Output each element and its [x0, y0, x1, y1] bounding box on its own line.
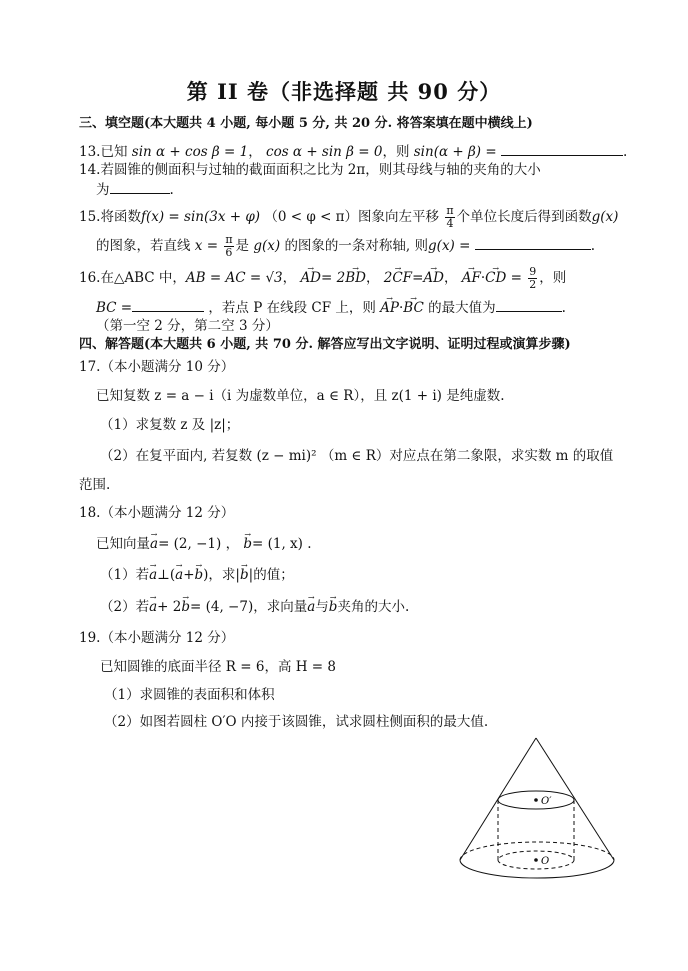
page-title: 第 II 卷（非选择题 共 90 分）	[186, 79, 502, 104]
center-top-point	[534, 798, 538, 802]
question-16-note: （第一空 2 分，第二空 3 分）	[96, 318, 279, 334]
cone-base-front	[460, 860, 614, 878]
answer-blank[interactable]	[110, 179, 170, 194]
question-19-part2: （2）如图若圆柱 O′O 内接于该圆锥，试求圆柱侧面积的最大值.	[104, 714, 489, 730]
question-16: 16.在△ABC 中，AB = AC = √3， → AD= 2→ BD， → 2CF=→ AD， → AF·→ CD = $\frac{9}{2}$ ，则	[79, 266, 566, 291]
question-18-part1: （1）若→ a⊥(→ a+→ b)，求|→ b|的值；	[100, 566, 294, 584]
label-o: O	[541, 856, 550, 867]
answer-blank[interactable]	[132, 297, 204, 312]
question-19-part1: （1）求圆锥的表面积和体积	[104, 687, 275, 703]
label-o-prime: O′	[541, 796, 552, 807]
question-19-head: 19.（本小题满分 12 分）	[79, 630, 235, 646]
question-15: 15.将函数f(x) = sin(3x + φ) （0 < φ < π）图象向左平移 $\frac{\pi}{4}$ 个单位长度后得到函数g(x)	[79, 204, 619, 230]
question-17-head: 17.（本小题满分 10 分）	[79, 359, 235, 375]
cone-cylinder-figure	[452, 732, 642, 892]
question-14: 14.若圆锥的侧面积与过轴的截面面积之比为 2π，则其母线与轴的夹角的大小	[79, 162, 541, 178]
answer-blank[interactable]	[496, 297, 562, 312]
question-18-head: 18.（本小题满分 12 分）	[79, 505, 235, 521]
question-17-body: 已知复数 z = a − i（i 为虚数单位，a ∈ R），且 z(1 + i) 是纯虚数.	[96, 388, 505, 404]
question-13: 13.已知 sin α + cos β = 1， cos α + sin β = 0，则 sin(α + β) = .	[79, 141, 627, 161]
question-18-body: 已知向量→ a= (2, −1) ， → b= (1, x) .	[96, 535, 312, 553]
center-bottom-point	[534, 858, 538, 862]
question-17-part2-cont: 范围.	[79, 477, 111, 493]
question-17-part2: （2）在复平面内, 若复数 (z − mi)² （m ∈ R）对应点在第二象限，求实数 m 的取值	[100, 448, 614, 464]
fraction-pi-4: $\frac{\pi}{4}$	[446, 204, 454, 230]
answer-blank[interactable]	[475, 235, 591, 250]
fraction-9-2: $\frac{9}{2}$	[529, 265, 537, 291]
question-19-body: 已知圆锥的底面半径 R = 6，高 H = 8	[100, 659, 336, 675]
question-16-line2: BC = ，若点 P 在线段 CF 上，则 → AP·→ BC 的最大值为 .	[96, 297, 566, 317]
section-header-solve: 四、解答题(本大题共 6 小题, 共 70 分. 解答应写出文字说明、证明过程或演算步骤)	[79, 337, 571, 352]
question-14-line2: 为 .	[96, 179, 174, 199]
question-15-line2: 的图象，若直线 x = $\frac{\pi}{6}$ 是 g(x) 的图象的一条对称轴, 则g(x) = .	[96, 233, 596, 259]
question-17-part1: （1）求复数 z 及 |z|；	[100, 417, 240, 433]
answer-blank[interactable]	[501, 141, 623, 156]
fraction-pi-6: $\frac{\pi}{6}$	[225, 233, 233, 259]
section-header-fill: 三、填空题(本大题共 4 小题, 每小题 5 分, 共 20 分. 将答案填在题中横线上)	[79, 116, 533, 131]
question-18-part2: （2）若→ a+ 2→ b= (4, −7)，求向量→ a与→ b夹角的大小.	[100, 598, 409, 616]
